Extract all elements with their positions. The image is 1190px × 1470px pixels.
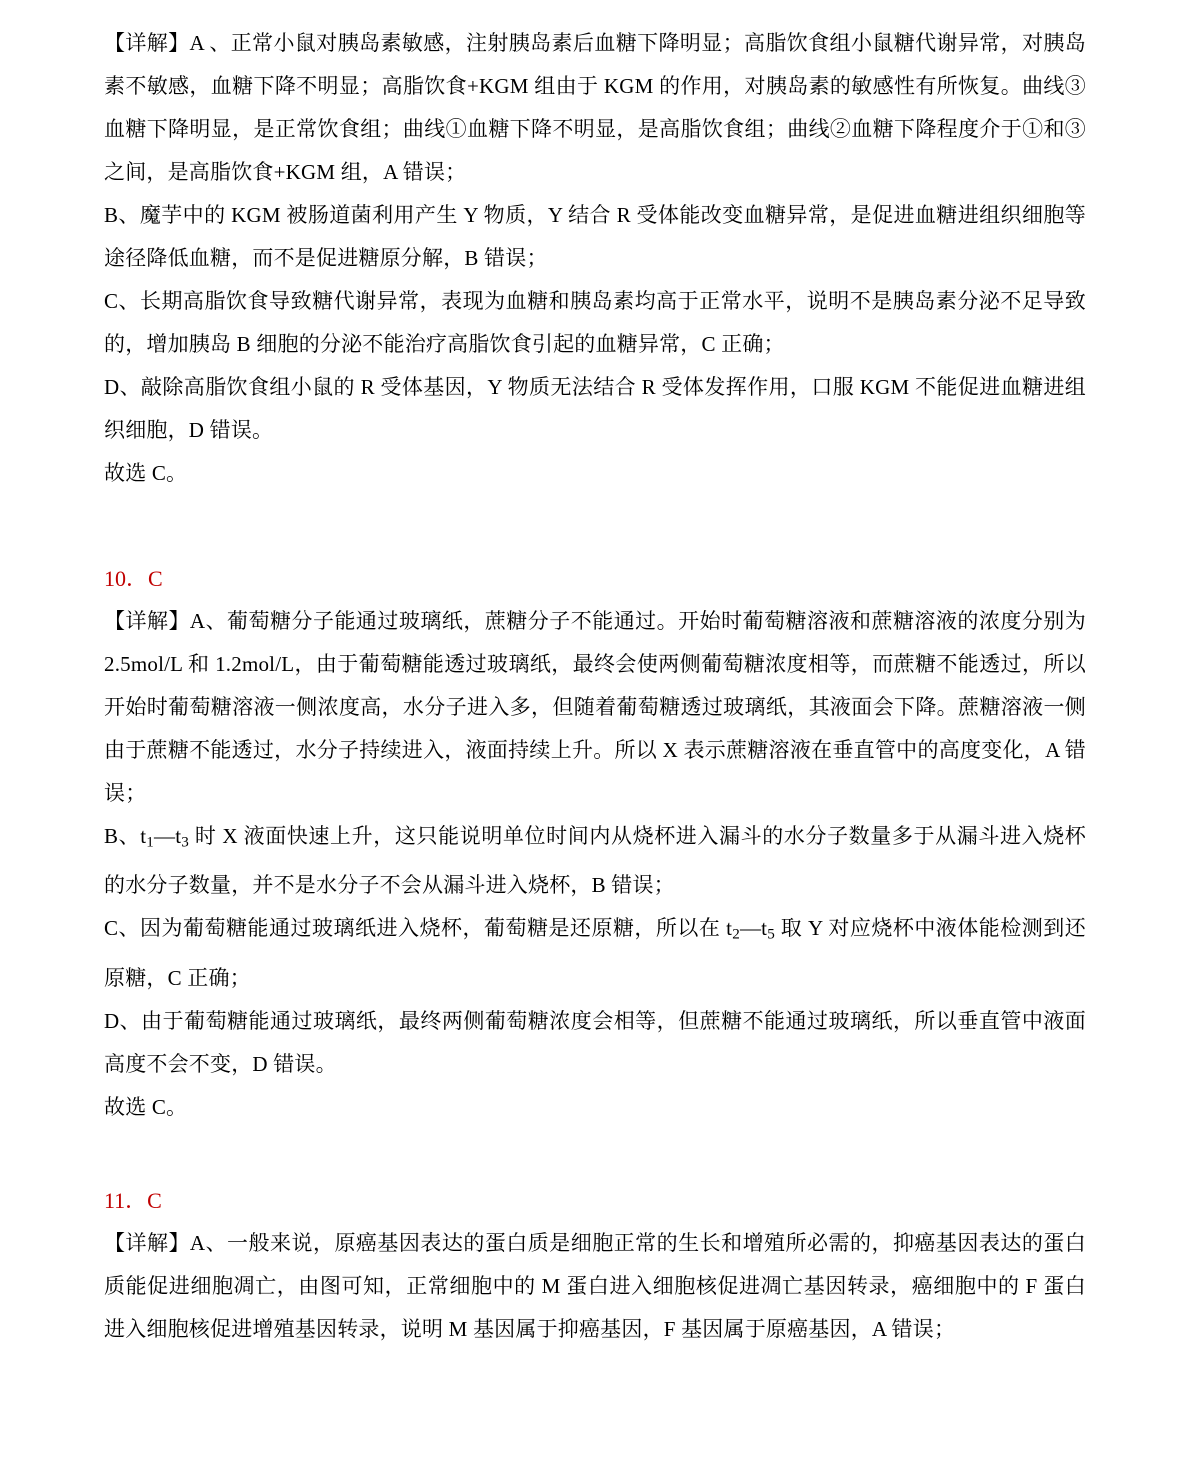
paragraph-q10-answer: 故选 C。 xyxy=(104,1094,188,1119)
paragraph-q9-explanation-b: B、魔芋中的 KGM 被肠道菌利用产生 Y 物质，Y 结合 R 受体能改变血糖异常，是促进血糖进组织细胞等途径降低血糖，而不是促进糖原分解，B 错误； xyxy=(104,203,1086,270)
question-heading-10: 10．C xyxy=(104,566,163,591)
paragraph-q9-explanation-c: C、长期高脂饮食导致糖代谢异常，表现为血糖和胰岛素均高于正常水平，说明不是胰岛素分泌不足导致的，增加胰岛 B 细胞的分泌不能治疗高脂饮食引起的血糖异常，C 正确； xyxy=(104,289,1086,356)
question-heading-11: 11．C xyxy=(104,1187,162,1213)
paragraph-q10-explanation-d: D、由于葡萄糖能通过玻璃纸，最终两侧葡萄糖浓度会相等，但蔗糖不能通过玻璃纸，所以垂直管中液面高度不会不变，D 错误。 xyxy=(104,1008,1086,1076)
section-spacer xyxy=(104,1129,1086,1179)
section-spacer xyxy=(104,495,1086,557)
paragraph-q11-explanation-a: 【详解】A、一般来说，原癌基因表达的蛋白质是细胞正常的生长和增殖所必需的，抑癌基因表达的蛋白质能促进细胞凋亡，由图可知，正常细胞中的 M 蛋白进入细胞核促进凋亡基因转录，癌细胞中的 F 蛋白进入细胞核促进增殖基因转录，说明 M 基因属于抑癌基因，F 基因属于原癌基因，A 错误； xyxy=(104,1230,1086,1341)
paragraph-q9-explanation-d: D、敲除高脂饮食组小鼠的 R 受体基因，Y 物质无法结合 R 受体发挥作用，口服 KGM 不能促进血糖进组织细胞，D 错误。 xyxy=(104,375,1086,442)
paragraph-q10-explanation-a: 【详解】A、葡萄糖分子能通过玻璃纸，蔗糖分子不能通过。开始时葡萄糖溶液和蔗糖溶液的浓度分别为 2.5mol/L 和 1.2mol/L，由于葡萄糖能透过玻璃纸，最终会使两侧葡萄糖浓度相等，而蔗糖不能透过，所以开始时葡萄糖溶液一侧浓度高，水分子进入多，但随着葡萄糖透过玻璃纸，其液面会下降。蔗糖溶液一侧由于蔗糖不能透过，水分子持续进入，液面持续上升。所以 X 表示蔗糖溶液在垂直管中的高度变化，A 错误； xyxy=(104,609,1086,805)
paragraph-q10-explanation-c: C、因为葡萄糖能通过玻璃纸进入烧杯，葡萄糖是还原糖，所以在 $t_2—t_5$ 取 Y 对应烧杯中液体能检测到还原糖，C 正确； xyxy=(104,916,1086,990)
paragraph-q9-answer: 故选 C。 xyxy=(104,461,188,485)
paragraph-q10-explanation-b: B、$t_1—t_3$ 时 X 液面快速上升，这只能说明单位时间内从烧杯进入漏斗的水分子数量多于从漏斗进入烧杯的水分子数量，并不是水分子不会从漏斗进入烧杯，B 错误； xyxy=(104,824,1086,898)
paragraph-q9-explanation-a: 【详解】A 、正常小鼠对胰岛素敏感，注射胰岛素后血糖下降明显；高脂饮食组小鼠糖代谢异常，对胰岛素不敏感，血糖下降不明显；高脂饮食+KGM 组由于 KGM 的作用，对胰岛素的敏感性有所恢复。曲线③血糖下降明显，是正常饮食组；曲线①血糖下降不明显，是高脂饮食组；曲线②血糖下降程度介于①和③之间，是高脂饮食+KGM 组，A 错误； xyxy=(104,31,1086,184)
